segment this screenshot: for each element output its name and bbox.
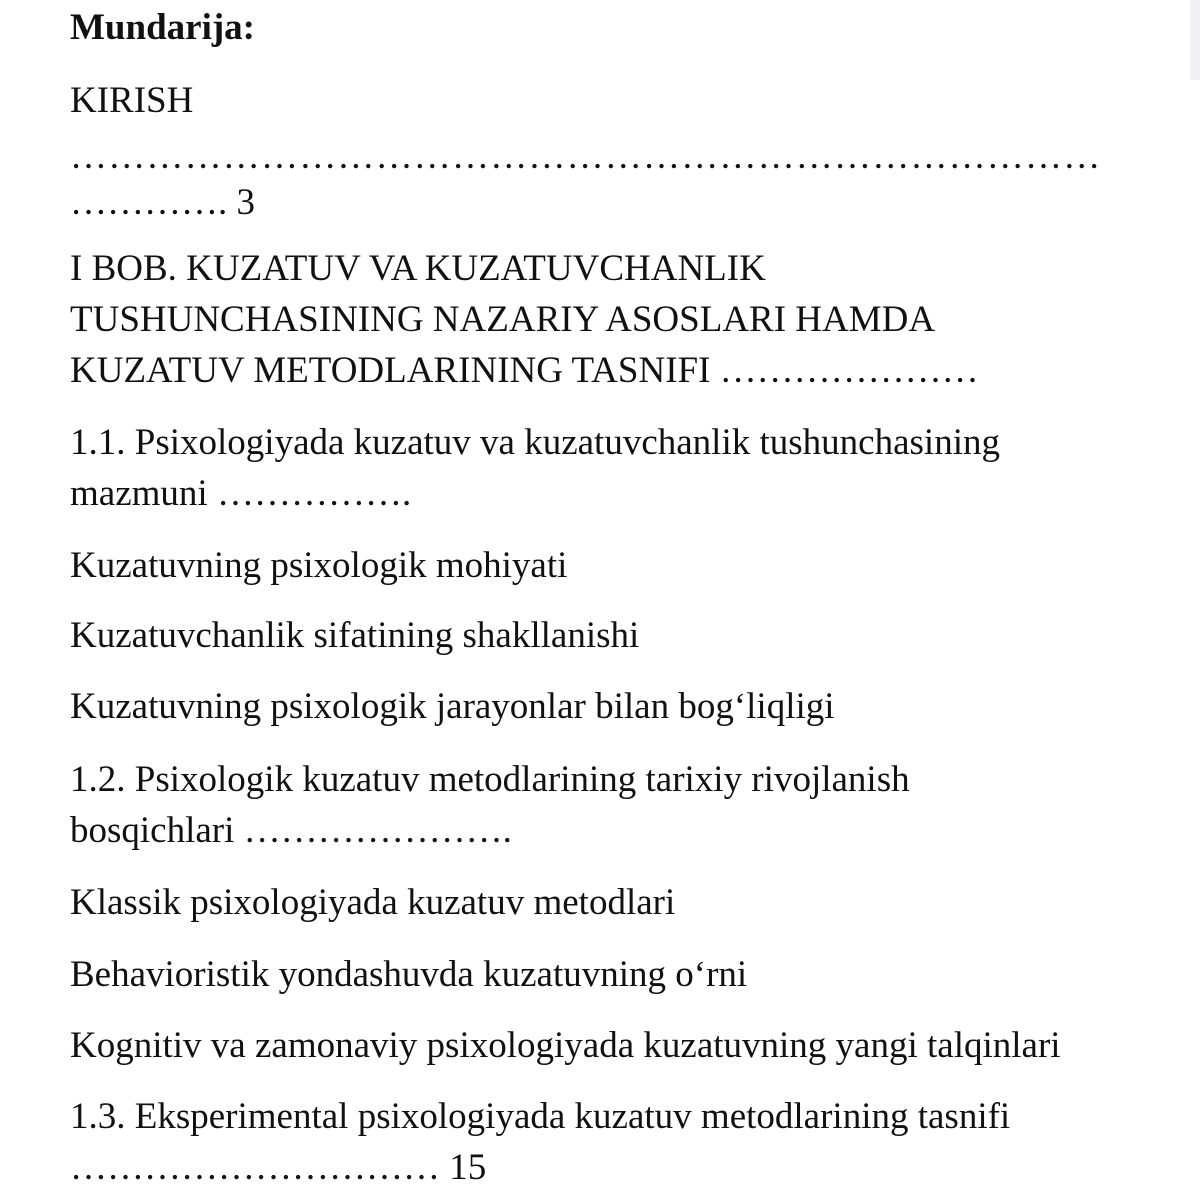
toc-subitem: Kuzatuvning psixologik mohiyati <box>70 545 568 586</box>
toc-section-1-3-line-1: 1.3. Eksperimental psixologiyada kuzatuv metodlarining tasnifi <box>70 1096 1011 1137</box>
page-number: 3 <box>236 182 255 223</box>
toc-section-1-2-line-1: 1.2. Psixologik kuzatuv metodlarining tarixiy rivojlanish <box>70 759 910 800</box>
toc-section-1-3-line-2 <box>70 1143 486 1193</box>
toc-subitem: Kuzatuvning psixologik jarayonlar bilan bog‘liqligi <box>70 686 835 727</box>
section-title-end: mazmuni <box>70 473 208 514</box>
leader-dots: ………………… <box>719 350 979 391</box>
toc-chapter-1-line-2: TUSHUNCHASINING NAZARIY ASOSLARI HAMDA <box>70 299 936 340</box>
toc-chapter-1-line-3 <box>70 346 979 396</box>
toc-entry-intro-title: KIRISH <box>70 80 194 121</box>
toc-section-1-2-line-2 <box>70 806 512 856</box>
leader-dots: ………………………… <box>70 1147 440 1188</box>
toc-heading: Mundarija: <box>70 7 255 48</box>
toc-subitem: Behavioristik yondashuvda kuzatuvning o‘rni <box>70 954 748 995</box>
leader-dots: …………. <box>70 182 228 223</box>
toc-subitem: Kuzatuvchanlik sifatining shakllanishi <box>70 615 640 656</box>
toc-section-1-1-line-2 <box>70 469 411 519</box>
leader-dots: …………………. <box>243 810 512 851</box>
toc-entry-intro-leader-end <box>70 178 255 228</box>
toc-subitem: Kognitiv va zamonaviy psixologiyada kuzatuvning yangi talqinlari <box>70 1025 1061 1066</box>
toc-subitem: Klassik psixologiyada kuzatuv metodlari <box>70 882 676 923</box>
toc-chapter-1-line-1: I BOB. KUZATUV VA KUZATUVCHANLIK <box>70 248 766 289</box>
scrollbar-track[interactable] <box>1190 0 1200 80</box>
leader-dots: ……………. <box>216 473 412 514</box>
toc-entry-intro-leader: ……………………………………………………………………… <box>70 136 1102 177</box>
page-number: 15 <box>449 1147 487 1188</box>
section-title-end: bosqichlari <box>70 810 235 851</box>
chapter-title-end: KUZATUV METODLARINING TASNIFI <box>70 350 711 391</box>
toc-section-1-1-line-1: 1.1. Psixologiyada kuzatuv va kuzatuvchanlik tushunchasining <box>70 422 1000 463</box>
